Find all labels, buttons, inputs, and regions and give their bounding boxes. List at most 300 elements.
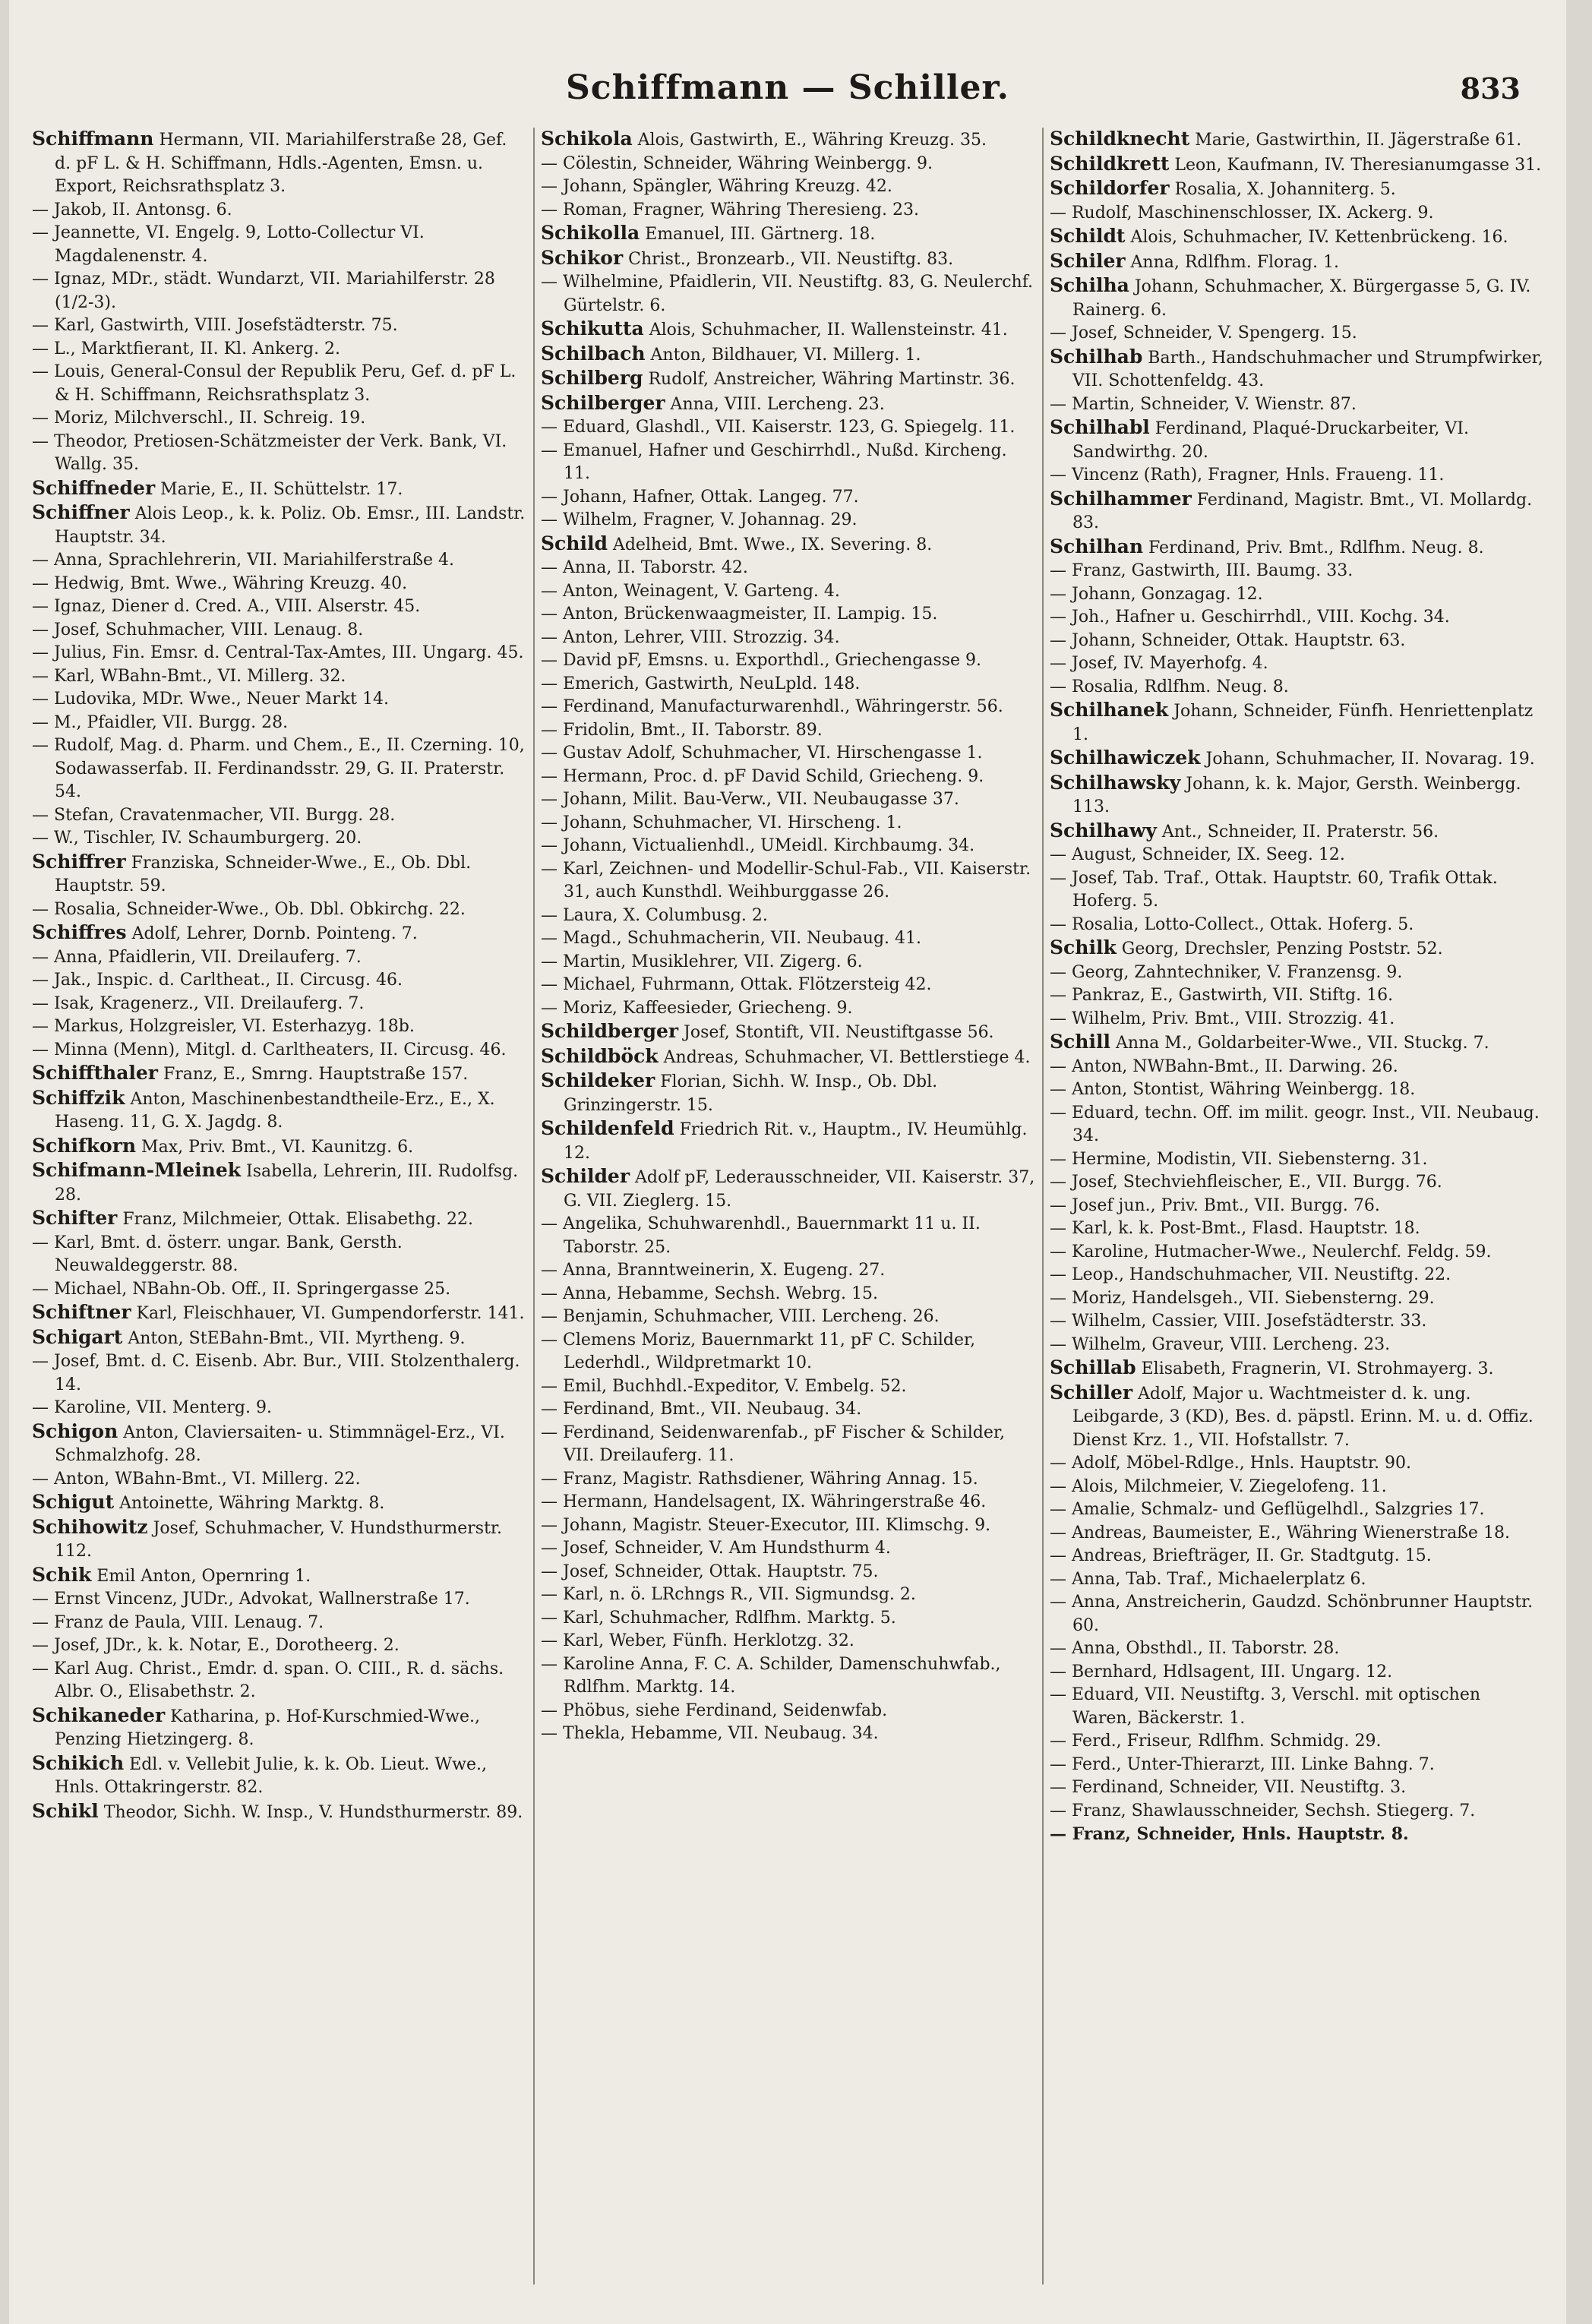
entry-text: — Jak., Inspic. d. Carltheat., II. Circusg. 46. — [32, 971, 403, 990]
directory-entry — [32, 1207, 527, 1232]
directory-entry — [32, 1159, 527, 1207]
directory-entry — [541, 416, 1036, 440]
directory-entry — [32, 1704, 527, 1752]
entry-surname: Schilk — [1050, 936, 1117, 958]
entry-text: — Theodor, Pretiosen-Schätzmeister der Verk. Bank, VI. Wallg. 35. — [32, 431, 507, 474]
directory-entry — [1050, 1217, 1545, 1241]
directory-entry — [541, 175, 1036, 199]
directory-entry — [32, 921, 527, 946]
entry-text: — Roman, Fragner, Währing Theresieng. 23. — [541, 200, 919, 219]
directory-entry — [32, 1516, 527, 1564]
entry-text: — Rosalia, Rdlfhm. Neug. 8. — [1050, 677, 1289, 696]
directory-entry — [541, 951, 1036, 974]
entry-text: — Josef, IV. Mayerhofg. 4. — [1050, 654, 1268, 673]
entry-surname: Schiffthaler — [32, 1062, 158, 1084]
entry-text: Johann, k. k. Major, Gersth. Weinbergg. 113. — [1072, 774, 1521, 816]
directory-entry — [32, 314, 527, 338]
entry-text: — Hermann, Handelsagent, IX. Währingerstraße 46. — [541, 1492, 987, 1511]
entry-surname: Schiller — [1050, 1381, 1133, 1404]
directory-entry — [1050, 225, 1545, 250]
directory-entry — [541, 580, 1036, 604]
directory-entry — [32, 1087, 527, 1135]
directory-entry — [541, 1117, 1036, 1165]
directory-entry — [541, 343, 1036, 368]
directory-entry — [541, 927, 1036, 951]
entry-surname: Schildkrett — [1050, 152, 1170, 175]
directory-entry — [541, 153, 1036, 176]
entry-surname: Schikaneder — [32, 1704, 166, 1726]
directory-entry — [32, 1062, 527, 1087]
entry-text: — Franz, Shawlausschneider, Sechsh. Stiegerg. 7. — [1050, 1801, 1476, 1820]
entry-text: — Moriz, Milchverschl., II. Schreig. 19. — [32, 409, 366, 428]
entry-surname: Schildberger — [541, 1020, 679, 1042]
entry-surname: Schikutta — [541, 317, 644, 339]
directory-entry — [1050, 346, 1545, 393]
entry-surname: Schilhawy — [1050, 819, 1157, 842]
entry-surname: Schilha — [1050, 274, 1129, 296]
directory-page — [9, 0, 1566, 2324]
directory-entry — [541, 905, 1036, 928]
directory-entry — [1050, 1823, 1545, 1847]
directory-entry — [32, 1278, 527, 1302]
entry-text: — Michael, NBahn-Ob. Off., II. Springergasse 25. — [32, 1279, 451, 1299]
directory-entry — [32, 1135, 527, 1160]
entry-text: — Markus, Holzgreisler, VI. Esterhazyg. 18b. — [32, 1017, 415, 1036]
entry-text: — Ferd., Unter-Thierarzt, III. Linke Bahng. 7. — [1050, 1754, 1435, 1774]
directory-entry — [32, 1015, 527, 1039]
directory-entry — [1050, 1171, 1545, 1195]
directory-entry — [1050, 961, 1545, 985]
entry-text: — Jeannette, VI. Engelg. 9, Lotto-Collectur VI. Magdalenenstr. 4. — [32, 223, 425, 266]
entry-text: — Josef, Bmt. d. C. Eisenb. Abr. Bur., VIII. Stolzenthalerg. 14. — [32, 1352, 520, 1394]
directory-entry — [32, 734, 527, 804]
entry-text: — Johann, Gonzagag. 12. — [1050, 584, 1263, 604]
entry-text: — M., Pfaidler, VII. Burgg. 28. — [32, 712, 289, 732]
entry-text: Edl. v. Vellebit Julie, k. k. Ob. Lieut. Wwe., Hnls. Ottakringerstr. 82. — [55, 1754, 487, 1797]
directory-entry — [541, 1722, 1036, 1746]
directory-entry — [1050, 1008, 1545, 1031]
directory-entry — [541, 1653, 1036, 1700]
directory-entry — [541, 1700, 1036, 1723]
entry-text: — Anna, Anstreicherin, Gaudzd. Schönbrunner Hauptstr. 60. — [1050, 1593, 1534, 1635]
entry-text: — Anton, Weinagent, V. Garteng. 4. — [541, 581, 840, 601]
directory-entry — [32, 1491, 527, 1516]
directory-entry — [541, 858, 1036, 905]
entry-surname: Schiffzik — [32, 1086, 125, 1109]
entry-text: — Eduard, Glashdl., VII. Kaiserstr. 123, G. Spiegelg. 11. — [541, 418, 1016, 437]
directory-entry — [541, 1514, 1036, 1538]
entry-text: — Anton, Lehrer, VIII. Strozzig. 34. — [541, 627, 840, 647]
directory-entry — [1050, 1381, 1545, 1453]
entry-text: — Karoline, VII. Menterg. 9. — [32, 1398, 272, 1417]
entry-text: — Rudolf, Maschinenschlosser, IX. Ackerg. 9. — [1050, 203, 1434, 223]
directory-entry — [1050, 1031, 1545, 1056]
directory-entry — [541, 1422, 1036, 1468]
entry-text: — Karl, Schuhmacher, Rdlfhm. Marktg. 5. — [541, 1608, 896, 1628]
directory-entry — [541, 1259, 1036, 1283]
entry-text: — Josef, Schneider, Ottak. Hauptstr. 75. — [541, 1561, 879, 1581]
entry-text: — Emil, Buchhdl.-Expeditor, V. Embelg. 52. — [541, 1376, 907, 1396]
entry-text: — Wilhelm, Graveur, VIII. Lercheng. 23. — [1050, 1334, 1391, 1354]
entry-text: — Jakob, II. Antonsg. 6. — [32, 200, 232, 219]
directory-entry — [541, 1045, 1036, 1070]
directory-entry — [32, 268, 527, 314]
directory-entry — [541, 766, 1036, 789]
entry-text: Rosalia, X. Johanniterg. 5. — [1169, 180, 1396, 199]
entry-text: Ferdinand, Priv. Bmt., Rdlfhm. Neug. 8. — [1143, 538, 1484, 557]
entry-text: — Vincenz (Rath), Fragner, Hnls. Fraueng. 11. — [1050, 466, 1445, 485]
entry-text: — Fridolin, Bmt., II. Taborstr. 89. — [541, 720, 823, 740]
directory-entry — [1050, 867, 1545, 914]
entry-text: — Hermine, Modistin, VII. Siebensterng. 31. — [1050, 1149, 1428, 1169]
directory-entry — [1050, 1287, 1545, 1311]
entry-text: — Anna, Branntweinerin, X. Eugeng. 27. — [541, 1261, 886, 1280]
directory-entry — [32, 665, 527, 689]
entry-text: — Karl, Bmt. d. österr. ungar. Bank, Gersth. Neuwaldeggerstr. 88. — [32, 1233, 403, 1275]
entry-text: Ferdinand, Plaqué-Druckarbeiter, VI. Sandwirthg. 20. — [1072, 419, 1469, 462]
entry-text: — Georg, Zahntechniker, V. Franzensg. 9. — [1050, 962, 1403, 982]
entry-text: — Andreas, Briefträger, II. Gr. Stadtgutg. 15. — [1050, 1546, 1432, 1565]
entry-text: — Josef, Tab. Traf., Ottak. Hauptstr. 60, Trafik Ottak. Hoferg. 5. — [1050, 868, 1498, 911]
directory-entry — [32, 688, 527, 712]
entry-text: Theodor, Sichh. W. Insp., V. Hundsthurmerstr. 89. — [98, 1802, 523, 1822]
directory-entry — [1050, 416, 1545, 464]
directory-entry — [32, 1634, 527, 1658]
directory-entry — [32, 573, 527, 596]
entry-text: Leon, Kaufmann, IV. Theresianumgasse 31. — [1169, 155, 1542, 175]
entry-text: — Isak, Kragenerz., VII. Dreilauferg. 7. — [32, 993, 365, 1013]
column-middle — [541, 128, 1036, 2300]
directory-entry — [1050, 128, 1545, 153]
directory-entry — [541, 812, 1036, 835]
entry-surname: Schihowitz — [32, 1515, 148, 1538]
directory-entry — [1050, 676, 1545, 699]
entry-surname: Schilhabl — [1050, 416, 1150, 438]
directory-entry — [1050, 322, 1545, 346]
directory-entry — [1050, 606, 1545, 630]
directory-entry — [541, 974, 1036, 997]
entry-surname: Schilder — [541, 1165, 630, 1187]
directory-entry — [32, 804, 527, 828]
entry-text: — Ignaz, MDr., städt. Wundarzt, VII. Mariahilferstr. 28 (1/2-3). — [32, 270, 495, 312]
directory-entry — [541, 1630, 1036, 1653]
directory-entry — [32, 946, 527, 970]
entry-surname: Schiffner — [32, 501, 130, 523]
directory-entry — [32, 222, 527, 268]
entry-text: — Johann, Milit. Bau-Verw., VII. Neubaugasse 37. — [541, 790, 959, 809]
directory-entry — [1050, 1545, 1545, 1568]
entry-text: Marie, Gastwirthin, II. Jägerstraße 61. — [1189, 131, 1522, 150]
entry-surname: Schildknecht — [1050, 128, 1190, 150]
directory-entry — [541, 392, 1036, 417]
entry-text: — Franz de Paula, VIII. Lenaug. 7. — [32, 1612, 324, 1632]
directory-entry — [1050, 1356, 1545, 1381]
directory-entry — [1050, 1661, 1545, 1685]
entry-text: Adolf, Major u. Wachtmeister d. k. ung. Leibgarde, 3 (KD), Bes. d. päpstl. Erinn. M. u. d. Offiz. Dienst Krz. 1., VII. Hofstallstr. 7. — [1072, 1384, 1534, 1450]
entry-text: Anna, VIII. Lercheng. 23. — [665, 394, 885, 414]
directory-entry — [541, 1375, 1036, 1399]
entry-text: Anton, StEBahn-Bmt., VII. Myrtheng. 9. — [122, 1328, 466, 1348]
directory-entry — [32, 431, 527, 477]
directory-entry — [1050, 1776, 1545, 1800]
directory-entry — [541, 835, 1036, 858]
entry-surname: Schigut — [32, 1491, 115, 1513]
entry-text: Barth., Handschuhmacher und Strumpfwirker, VII. Schottenfeldg. 43. — [1072, 348, 1543, 390]
entry-text: — Wilhelm, Fragner, V. Johannag. 29. — [541, 510, 858, 529]
column-divider — [1042, 128, 1044, 2285]
entry-text: — Anna, Tab. Traf., Michaelerplatz 6. — [1050, 1569, 1366, 1589]
entry-surname: Schikola — [541, 128, 633, 150]
directory-entry — [32, 993, 527, 1016]
directory-entry — [1050, 1310, 1545, 1334]
entry-text: — Josef, Schneider, V. Am Hundsthurm 4. — [541, 1539, 891, 1558]
directory-entry — [32, 1468, 527, 1492]
entry-surname: Schifter — [32, 1207, 118, 1229]
directory-entry — [1050, 583, 1545, 607]
directory-entry — [1050, 488, 1545, 535]
directory-entry — [1050, 1241, 1545, 1265]
entry-text: — Ludovika, MDr. Wwe., Neuer Markt 14. — [32, 690, 389, 709]
directory-entry — [1050, 1754, 1545, 1777]
entry-text: — David pF, Emsns. u. Exporthdl., Griechengasse 9. — [541, 651, 982, 670]
entry-surname: Schilhawsky — [1050, 771, 1181, 794]
entry-text: — Rudolf, Mag. d. Pharm. und Chem., E., II. Czerning. 10, Sodawasserfab. II. Ferdinandsstr. 29, G. II. Praterstr. 54. — [32, 736, 525, 801]
directory-entry — [32, 128, 527, 199]
entry-text: — Cölestin, Schneider, Währing Weinbergg. 9. — [541, 153, 933, 173]
directory-entry — [32, 1564, 527, 1589]
directory-entry — [32, 619, 527, 643]
entry-text: Rudolf, Anstreicher, Währing Martinstr. 36. — [643, 370, 1016, 389]
directory-entry — [32, 969, 527, 993]
entry-text: Anna M., Goldarbeiter-Wwe., VII. Stuckg. 7. — [1110, 1034, 1489, 1053]
directory-entry — [541, 649, 1036, 673]
directory-entry — [1050, 699, 1545, 747]
entry-text: — Karoline, Hutmacher-Wwe., Neulerchf. Feldg. 59. — [1050, 1242, 1492, 1261]
directory-entry — [1050, 393, 1545, 417]
entry-text: — Rosalia, Schneider-Wwe., Ob. Dbl. Obkirchg. 22. — [32, 899, 466, 919]
entry-text: — Ferdinand, Seidenwarenfab., pF Fischer & Schilder, VII. Dreilauferg. 11. — [541, 1423, 1005, 1465]
entry-text: — Johann, Victualienhdl., UMeidl. Kirchbaumg. 34. — [541, 836, 975, 855]
entry-surname: Schigon — [32, 1419, 118, 1442]
entry-text: — Emanuel, Hafner und Geschirrhdl., Nußd. Kircheng. 11. — [541, 440, 1007, 483]
directory-entry — [1050, 747, 1545, 772]
directory-entry — [1050, 1334, 1545, 1357]
entry-text: Josef, Stontift, VII. Neustiftgasse 56. — [678, 1023, 994, 1042]
directory-entry — [541, 1561, 1036, 1584]
directory-entry — [32, 1658, 527, 1704]
directory-entry — [541, 1069, 1036, 1117]
entry-text: — Joh., Hafner u. Geschirrhdl., VIII. Kochg. 34. — [1050, 608, 1450, 627]
directory-entry — [32, 1301, 527, 1326]
entry-text: Friedrich Rit. v., Hauptm., IV. Heumühlg. 12. — [564, 1120, 1028, 1163]
entry-text: — Karl, Zeichnen- und Modellir-Schul-Fab., VII. Kaiserstr. 31, auch Kunsthdl. Weihburggasse 26. — [541, 859, 1031, 901]
entry-text: Josef, Schuhmacher, V. Hundsthurmerstr. 112. — [55, 1518, 503, 1561]
directory-entry — [1050, 844, 1545, 867]
entry-text: — Josef, Schneider, V. Spengerg. 15. — [1050, 324, 1357, 343]
entry-text: Isabella, Lehrerin, III. Rudolfsg. 28. — [55, 1162, 519, 1205]
entry-text: — Josef, Stechviehfleischer, E., VII. Burgg. 76. — [1050, 1173, 1442, 1192]
entry-text: Andreas, Schuhmacher, VI. Bettlerstiege 4. — [658, 1047, 1031, 1067]
entry-surname: Schiffmann — [32, 128, 154, 150]
entry-text: — Wilhelm, Priv. Bmt., VIII. Strozzig. 41. — [1050, 1009, 1395, 1028]
directory-entry — [541, 271, 1036, 317]
entry-text: Alois, Gastwirth, E., Währing Kreuzg. 35. — [632, 131, 987, 150]
directory-entry — [32, 1800, 527, 1825]
directory-entry — [32, 595, 527, 619]
directory-entry — [541, 1283, 1036, 1306]
entry-surname: Schildeker — [541, 1069, 655, 1091]
entry-text: — Josef, JDr., k. k. Notar, E., Dorotheerg. 2. — [32, 1636, 400, 1655]
entry-surname: Schilhawiczek — [1050, 747, 1201, 769]
entry-text: Emil Anton, Opernring 1. — [91, 1566, 311, 1586]
directory-entry — [1050, 274, 1545, 322]
directory-entry — [1050, 1684, 1545, 1730]
entry-text: — Karl, k. k. Post-Bmt., Flasd. Hauptstr. 18. — [1050, 1219, 1420, 1238]
entry-text: — Anna, Hebamme, Sechsh. Webrg. 15. — [541, 1284, 878, 1303]
directory-entry — [541, 1537, 1036, 1561]
entry-text: — Johann, Magistr. Steuer-Executor, III. Klimschg. 9. — [541, 1515, 991, 1535]
entry-text: — Magd., Schuhmacherin, VII. Neubaug. 41. — [541, 929, 921, 948]
entry-surname: Schiffres — [32, 921, 127, 943]
entry-text: — Hedwig, Bmt. Wwe., Währing Kreuzg. 40. — [32, 573, 408, 593]
entry-text: — Rosalia, Lotto-Collect., Ottak. Hoferg. 5. — [1050, 914, 1414, 934]
directory-entry — [32, 407, 527, 431]
directory-entry — [541, 1398, 1036, 1422]
entry-surname: Schildböck — [541, 1044, 659, 1067]
column-left — [32, 128, 527, 2300]
directory-entry — [1050, 1800, 1545, 1824]
entry-text: — Alois, Milchmeier, V. Ziegelofeng. 11. — [1050, 1476, 1387, 1496]
entry-text: — Eduard, VII. Neustiftg. 3, Verschl. mit optischen Waren, Bäckerstr. 1. — [1050, 1685, 1481, 1728]
entry-text: — Ernst Vincenz, JUDr., Advokat, Wallnerstraße 17. — [32, 1590, 470, 1609]
directory-entry — [1050, 652, 1545, 676]
directory-entry — [1050, 772, 1545, 819]
directory-entry — [1050, 153, 1545, 178]
entry-text: — W., Tischler, IV. Schaumburgerg. 20. — [32, 829, 362, 848]
entry-surname: Schikl — [32, 1799, 99, 1822]
directory-entry — [541, 1165, 1036, 1213]
entry-surname: Schigart — [32, 1325, 123, 1348]
directory-entry — [1050, 535, 1545, 560]
page-header — [9, 68, 1566, 122]
directory-entry — [1050, 1522, 1545, 1546]
directory-entry — [1050, 560, 1545, 583]
entry-text: — Michael, Fuhrmann, Ottak. Flötzersteig 42. — [541, 975, 932, 994]
directory-entry — [32, 1752, 527, 1800]
directory-entry — [1050, 1637, 1545, 1661]
entry-text: Alois, Schuhmacher, II. Wallensteinstr. 41. — [643, 320, 1008, 339]
entry-text: Emanuel, III. Gärtnerg. 18. — [640, 225, 876, 244]
entry-surname: Schiftner — [32, 1301, 131, 1323]
entry-text: — Karoline Anna, F. C. A. Schilder, Damenschuhwfab., Rdlfhm. Marktg. 14. — [541, 1654, 1001, 1697]
directory-entry — [541, 509, 1036, 532]
entry-text: Elisabeth, Fragnerin, VI. Strohmayerg. 3. — [1136, 1359, 1494, 1378]
directory-entry — [541, 1491, 1036, 1514]
entry-text: — Amalie, Schmalz- und Geflügelhdl., Salzgries 17. — [1050, 1500, 1485, 1519]
entry-text: Hermann, VII. Mariahilferstraße 28, Gef. d. pF L. & H. Schiffmann, Hdls.-Agenten, Emsn. u. Export, Reichsrathsplatz 3. — [55, 131, 507, 196]
entry-text: — Martin, Schneider, V. Wienstr. 87. — [1050, 394, 1357, 414]
directory-entry — [541, 486, 1036, 510]
entry-text: — Karl, Weber, Fünfh. Herklotzg. 32. — [541, 1631, 854, 1650]
entry-text: Adelheid, Bmt. Wwe., IX. Severing. 8. — [607, 535, 933, 554]
directory-entry — [541, 603, 1036, 627]
entry-surname: Schill — [1050, 1031, 1110, 1053]
entry-text: — Anton, Stontist, Währing Weinbergg. 18. — [1050, 1080, 1416, 1099]
directory-entry — [32, 501, 527, 549]
directory-entry — [1050, 177, 1545, 202]
entry-text: Anton, Bildhauer, VI. Millerg. 1. — [645, 345, 921, 365]
directory-entry — [32, 199, 527, 223]
directory-entry — [541, 367, 1036, 392]
directory-entry — [541, 627, 1036, 650]
directory-entry — [32, 361, 527, 407]
directory-entry — [541, 788, 1036, 812]
entry-surname: Schifmann-Mleinek — [32, 1159, 242, 1181]
directory-entry — [32, 1420, 527, 1468]
entry-text: Adolf, Lehrer, Dornb. Pointeng. 7. — [126, 924, 418, 943]
entry-text: — Julius, Fin. Emsr. d. Central-Tax-Amtes, III. Ungarg. 45. — [32, 643, 524, 662]
directory-entry — [1050, 1476, 1545, 1499]
directory-entry — [1050, 1148, 1545, 1172]
directory-entry — [1050, 1568, 1545, 1592]
directory-entry — [541, 1584, 1036, 1607]
directory-entry — [32, 1232, 527, 1278]
entry-surname: Schilhanek — [1050, 699, 1169, 721]
column-right — [1050, 128, 1545, 2300]
entry-text: — Andreas, Baumeister, E., Währing Wienerstraße 18. — [1050, 1523, 1510, 1542]
entry-surname: Schiler — [1050, 249, 1126, 272]
entry-text: — Minna (Menn), Mitgl. d. Carltheaters, II. Circusg. 46. — [32, 1040, 507, 1059]
directory-entry — [1050, 1498, 1545, 1522]
entry-surname: Schildorfer — [1050, 177, 1170, 199]
directory-entry — [1050, 1264, 1545, 1287]
entry-text: — Anna, II. Taborstr. 42. — [541, 558, 748, 577]
entry-text: Adolf pF, Lederausschneider, VII. Kaiserstr. 37, G. VII. Zieglerg. 15. — [564, 1168, 1035, 1211]
directory-entry — [1050, 464, 1545, 488]
directory-entry — [541, 247, 1036, 272]
directory-entry — [541, 440, 1036, 486]
entry-text: — Karl, n. ö. LRchngs R., VII. Sigmundsg. 2. — [541, 1585, 916, 1604]
entry-surname: Schiffneder — [32, 476, 156, 499]
entry-text: — August, Schneider, IX. Seeg. 12. — [1050, 845, 1345, 864]
directory-entry — [32, 898, 527, 922]
entry-text: — Johann, Schneider, Ottak. Hauptstr. 63. — [1050, 630, 1406, 650]
directory-entry — [1050, 1078, 1545, 1102]
entry-surname: Schilhammer — [1050, 487, 1192, 510]
directory-entry — [32, 549, 527, 573]
directory-entry — [1050, 250, 1545, 275]
entry-text: — Leop., Handschuhmacher, VII. Neustiftg. 22. — [1050, 1265, 1451, 1284]
entry-text: — Wilhelm, Cassier, VIII. Josefstädterstr. 33. — [1050, 1312, 1427, 1331]
directory-entry — [32, 851, 527, 898]
directory-entry — [1050, 1730, 1545, 1754]
entry-surname: Schilberger — [541, 391, 665, 414]
directory-entry — [541, 997, 1036, 1021]
directory-entry — [1050, 630, 1545, 653]
running-head: Schiffmann — Schiller. — [566, 68, 1009, 107]
directory-entry — [32, 1326, 527, 1351]
entry-text: — Benjamin, Schuhmacher, VIII. Lercheng. 26. — [541, 1307, 940, 1326]
entry-text: Franz, Milchmeier, Ottak. Elisabethg. 22. — [117, 1210, 473, 1229]
directory-entry — [1050, 1056, 1545, 1079]
directory-entry — [1050, 914, 1545, 937]
entry-text: — Franz, Magistr. Rathsdiener, Währing Annag. 15. — [541, 1469, 978, 1489]
entry-text: Antoinette, Währing Marktg. 8. — [114, 1494, 385, 1513]
entry-text: — Wilhelmine, Pfaidlerin, VII. Neustiftg. 83, G. Neulerchf. Gürtelstr. 6. — [541, 273, 1034, 315]
entry-text: Franz, E., Smrng. Hauptstraße 157. — [157, 1065, 469, 1084]
entry-text: Ferdinand, Magistr. Bmt., VI. Mollardg. 83. — [1072, 490, 1533, 532]
entry-text: — Ferdinand, Manufacturwarenhdl., Währingerstr. 56. — [541, 697, 1003, 716]
